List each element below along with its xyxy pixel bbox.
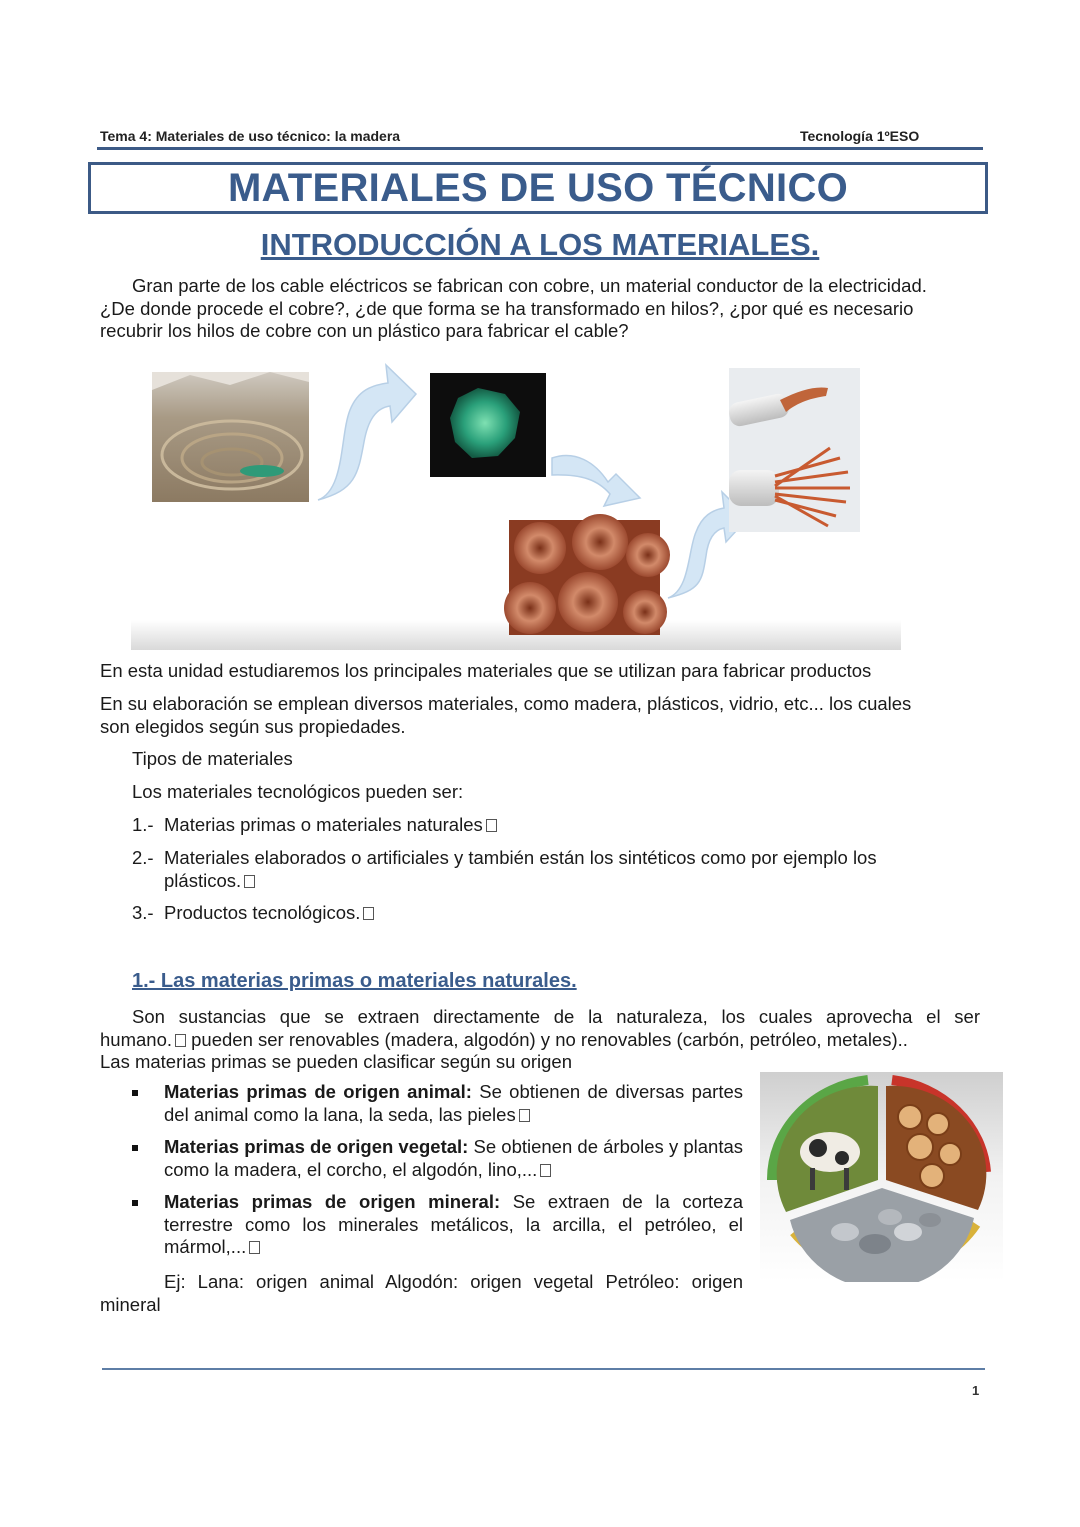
bullet-icon bbox=[132, 1145, 138, 1151]
list-text-continued: plásticos. bbox=[164, 869, 242, 891]
copper-cable-photo bbox=[727, 368, 860, 532]
ore-photo bbox=[430, 373, 546, 477]
list-item bbox=[132, 902, 952, 925]
bullet-mineral bbox=[132, 1191, 743, 1259]
footer-rule bbox=[102, 1368, 985, 1370]
unit-intro: En esta unidad estudiaremos los principales materiales que se utilizan para fabricar productos bbox=[100, 660, 872, 681]
example-line-continued: mineral bbox=[100, 1294, 161, 1315]
checkbox-glyph-icon bbox=[540, 1164, 551, 1177]
origin-bullet-list bbox=[132, 1081, 743, 1269]
list-number: 2.- bbox=[132, 847, 154, 868]
types-title: Tipos de materiales bbox=[132, 748, 293, 769]
raw-line: Las materias primas se pueden clasificar según su origen bbox=[100, 1051, 572, 1072]
checkbox-glyph-icon bbox=[486, 819, 497, 832]
raw-materials-paragraph bbox=[100, 1006, 980, 1074]
raw-text: pueden ser renovables (madera, algodón) y no renovables (carbón, petróleo, metales).. bbox=[186, 1028, 908, 1050]
arrow-down-right-icon bbox=[552, 455, 640, 506]
bullet-animal bbox=[132, 1081, 743, 1126]
intro-line: Gran parte de los cable eléctricos se fabrican con cobre, un material conductor de la electricidad. bbox=[132, 275, 927, 296]
intro-line: recubrir los hilos de cobre con un plástico para fabricar el cable? bbox=[100, 320, 629, 341]
materials-paragraph bbox=[100, 693, 980, 738]
copper-process-figure bbox=[0, 350, 1080, 655]
bullet-icon bbox=[132, 1200, 138, 1206]
raw-text: humano. bbox=[100, 1028, 172, 1050]
materials-line: En su elaboración se emplean diversos materiales, como madera, plásticos, vidrio, etc... los cuales bbox=[100, 693, 912, 714]
bullet-label: Materias primas de origen animal: bbox=[164, 1081, 472, 1102]
page-number: 1 bbox=[972, 1383, 980, 1398]
copper-coils-photo bbox=[504, 514, 670, 635]
page-title: MATERIALES DE USO TÉCNICO bbox=[227, 165, 849, 210]
section-heading: 1.- Las materias primas o materiales naturales. bbox=[132, 970, 577, 992]
bullet-label: Materias primas de origen mineral: bbox=[164, 1191, 501, 1212]
arrow-right-icon bbox=[318, 365, 416, 500]
bullet-text: Se obtienen de árboles y plantas como la madera, el corcho, el algodón, lino,... bbox=[164, 1136, 743, 1180]
header-rule bbox=[97, 147, 983, 150]
example-line: Ej: Lana: origen animal Algodón: origen vegetal Petróleo: origen bbox=[164, 1271, 743, 1292]
mine-photo bbox=[152, 372, 309, 502]
intro-line: ¿De donde procede el cobre?, ¿de que forma se ha transformado en hilos?, ¿por qué es necesario bbox=[100, 297, 914, 319]
header-course: Tecnología 1ºESO bbox=[800, 128, 920, 144]
header-topic: Tema 4: Materiales de uso técnico: la madera bbox=[100, 128, 401, 144]
list-number: 1.- bbox=[132, 814, 154, 835]
list-text: Productos tecnológicos. bbox=[164, 902, 361, 923]
intro-paragraph bbox=[100, 275, 980, 343]
bullet-icon bbox=[132, 1090, 138, 1096]
list-text: Materias primas o materiales naturales bbox=[164, 814, 483, 835]
list-number: 3.- bbox=[132, 902, 154, 923]
raw-line bbox=[100, 1029, 980, 1052]
section-subtitle: INTRODUCCIÓN A LOS MATERIALES. bbox=[260, 227, 820, 262]
title-box bbox=[88, 162, 988, 214]
list-text: Materiales elaborados o artificiales y también están los sintéticos como por ejemplo los bbox=[164, 847, 877, 868]
materials-line: son elegidos según sus propiedades. bbox=[100, 715, 406, 737]
checkbox-glyph-icon bbox=[249, 1241, 260, 1254]
checkbox-glyph-icon bbox=[175, 1034, 186, 1047]
checkbox-glyph-icon bbox=[519, 1109, 530, 1122]
bullet-vegetal bbox=[132, 1136, 743, 1181]
bullet-text: Se obtienen de diversas partes del animal como la lana, la seda, las pieles bbox=[164, 1081, 743, 1125]
checkbox-glyph-icon bbox=[363, 907, 374, 920]
list-item bbox=[132, 814, 952, 837]
bullet-label: Materias primas de origen vegetal: bbox=[164, 1136, 469, 1157]
raw-line: Son sustancias que se extraen directamente de la naturaleza, los cuales aprovecha el ser bbox=[132, 1006, 980, 1027]
bullet-text: Se extraen de la corteza terrestre como los minerales metálicos, la arcilla, el petróleo, el mármol,... bbox=[164, 1191, 743, 1257]
list-item bbox=[132, 847, 952, 891]
raw-materials-cycle-figure bbox=[760, 1072, 1003, 1282]
types-intro: Los materiales tecnológicos pueden ser: bbox=[132, 781, 464, 802]
checkbox-glyph-icon bbox=[244, 875, 255, 888]
